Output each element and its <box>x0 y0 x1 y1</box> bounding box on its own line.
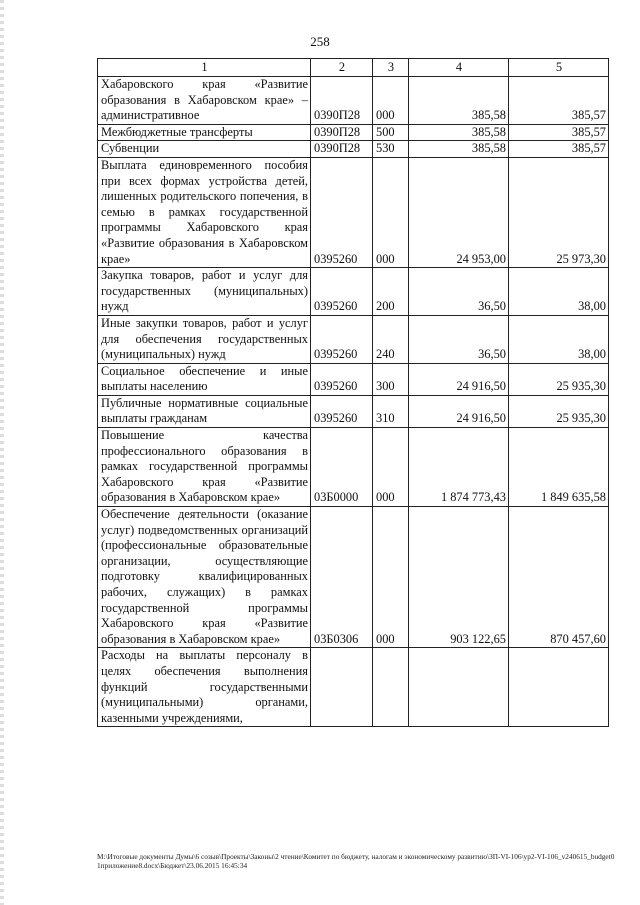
row-amount-col5: 38,00 <box>509 315 609 363</box>
header-row <box>98 59 609 77</box>
row-amount-col5: 25 935,30 <box>509 395 609 427</box>
row-expense-type: 000 <box>373 77 409 125</box>
row-expense-type: 000 <box>373 428 409 507</box>
row-amount-col4: 36,50 <box>409 315 509 363</box>
document-path-footer: М:\Итоговые документы Думы\6 созыв\Проекты\Законы\2 чтение\Комитет по бюджету, налогам и экономическому развитию\ЗП-VI-106\ур2-VI-106_v240615_budget01приложение8.docx\Бюджет\23.06.2015 16:45:34 <box>97 852 615 870</box>
table-row <box>98 157 609 267</box>
row-description: Иные закупки товаров, работ и услуг для обеспечения государственных (муниципальных) нужд <box>98 315 311 363</box>
col-header-2: 2 <box>311 59 373 77</box>
row-description: Хабаровского края «Развитие образования в Хабаровском крае» – административное <box>98 77 311 125</box>
row-target-code: 0395260 <box>311 363 373 395</box>
row-amount-col5: 385,57 <box>509 124 609 141</box>
row-amount-col4 <box>409 648 509 727</box>
table-row <box>98 315 609 363</box>
row-target-code: 0390П28 <box>311 124 373 141</box>
row-amount-col5: 870 457,60 <box>509 507 609 648</box>
row-description: Межбюджетные трансферты <box>98 124 311 141</box>
row-description: Социальное обеспечение и иные выплаты населению <box>98 363 311 395</box>
row-target-code: 0390П28 <box>311 77 373 125</box>
row-amount-col5 <box>509 648 609 727</box>
row-target-code: 0395260 <box>311 395 373 427</box>
row-target-code: 0390П28 <box>311 141 373 158</box>
table-row <box>98 77 609 125</box>
col-header-5: 5 <box>509 59 609 77</box>
row-amount-col4: 385,58 <box>409 124 509 141</box>
row-target-code: 03Б0306 <box>311 507 373 648</box>
page-number: 258 <box>310 34 330 49</box>
row-description: Расходы на выплаты персоналу в целях обеспечения выполнения функций государственными (муниципальными) органами, казенными учреждениями, <box>98 648 311 727</box>
col-header-3: 3 <box>373 59 409 77</box>
row-amount-col4: 385,58 <box>409 141 509 158</box>
table-row <box>98 141 609 158</box>
table-row <box>98 268 609 316</box>
row-target-code <box>311 648 373 727</box>
table-row <box>98 428 609 507</box>
row-expense-type: 000 <box>373 507 409 648</box>
row-target-code: 03Б0000 <box>311 428 373 507</box>
row-expense-type: 500 <box>373 124 409 141</box>
row-target-code: 0395260 <box>311 268 373 316</box>
row-expense-type: 300 <box>373 363 409 395</box>
row-expense-type: 000 <box>373 157 409 267</box>
row-target-code: 0395260 <box>311 315 373 363</box>
row-amount-col5: 385,57 <box>509 77 609 125</box>
table-row <box>98 363 609 395</box>
row-amount-col5: 38,00 <box>509 268 609 316</box>
table-row <box>98 124 609 141</box>
row-amount-col4: 903 122,65 <box>409 507 509 648</box>
row-amount-col5: 25 973,30 <box>509 157 609 267</box>
col-header-1: 1 <box>98 59 311 77</box>
row-amount-col4: 1 874 773,43 <box>409 428 509 507</box>
scan-edge <box>0 0 4 905</box>
table-row <box>98 395 609 427</box>
row-description: Повышение качества профессионального образования в рамках государственной программы Хабаровского края «Развитие образования в Хабаровском крае» <box>98 428 311 507</box>
budget-table <box>97 58 609 727</box>
row-amount-col4: 24 953,00 <box>409 157 509 267</box>
row-amount-col5: 25 935,30 <box>509 363 609 395</box>
row-target-code: 0395260 <box>311 157 373 267</box>
row-amount-col5: 1 849 635,58 <box>509 428 609 507</box>
row-expense-type: 200 <box>373 268 409 316</box>
row-amount-col4: 24 916,50 <box>409 363 509 395</box>
row-expense-type: 240 <box>373 315 409 363</box>
table-row <box>98 648 609 727</box>
row-amount-col4: 24 916,50 <box>409 395 509 427</box>
row-expense-type: 310 <box>373 395 409 427</box>
table-row <box>98 507 609 648</box>
row-description: Закупка товаров, работ и услуг для государственных (муниципальных) нужд <box>98 268 311 316</box>
row-description: Субвенции <box>98 141 311 158</box>
row-expense-type <box>373 648 409 727</box>
row-amount-col5: 385,57 <box>509 141 609 158</box>
row-description: Обеспечение деятельности (оказание услуг) подведомственных организаций (профессиональные образовательные организации, осуществляющие подготовку квалифицированных рабочих, служащих) в рамках государственной программы Хабаровского края «Развитие образования в Хабаровском крае» <box>98 507 311 648</box>
col-header-4: 4 <box>409 59 509 77</box>
row-amount-col4: 385,58 <box>409 77 509 125</box>
row-expense-type: 530 <box>373 141 409 158</box>
row-amount-col4: 36,50 <box>409 268 509 316</box>
row-description: Публичные нормативные социальные выплаты гражданам <box>98 395 311 427</box>
row-description: Выплата единовременного пособия при всех формах устройства детей, лишенных родительского попечения, в семью в рамках государственной программы Хабаровского края «Развитие образования в Хабаровском крае» <box>98 157 311 267</box>
